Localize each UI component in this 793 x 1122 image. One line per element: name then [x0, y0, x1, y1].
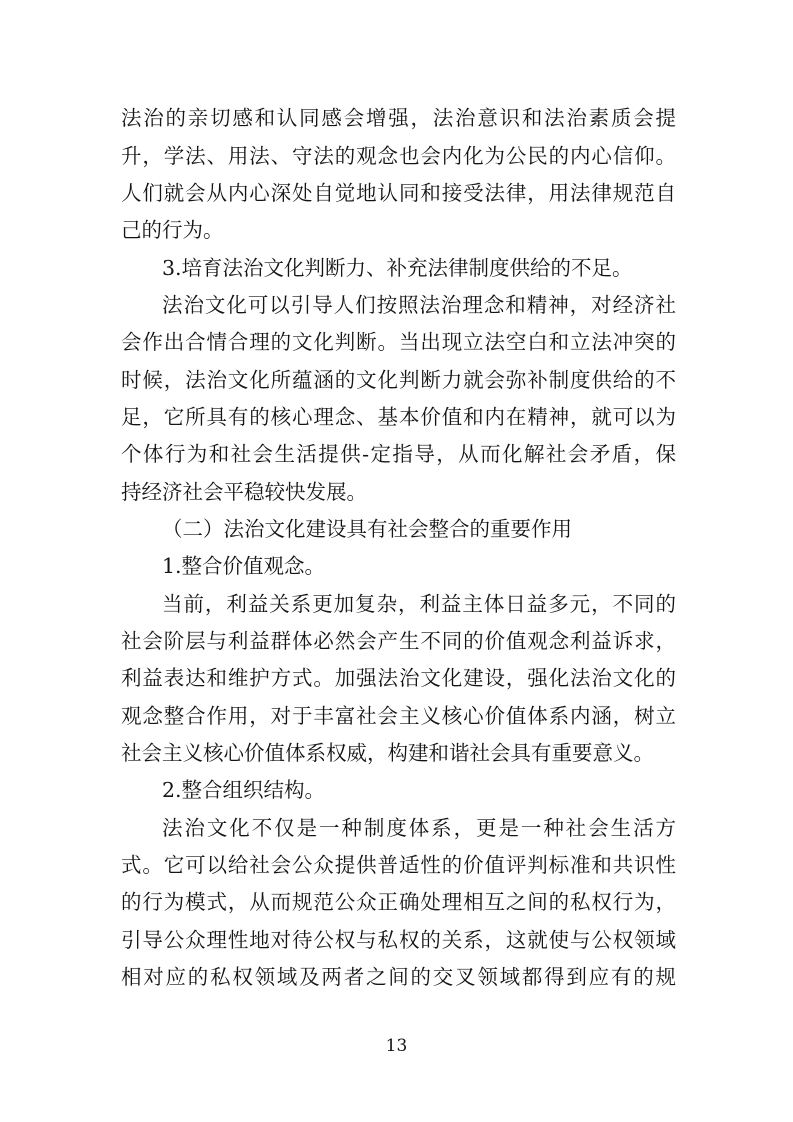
section-subheading: 2.整合组织结构。	[162, 778, 326, 802]
body-text-line: 会作出合情合理的文化判断。当出现立法空白和立法冲突的	[121, 330, 676, 354]
body-text-line: 持经济社会平稳较快发展。	[121, 480, 367, 504]
paragraph-first-line: 法治文化可以引导人们按照法治理念和精神，对经济社	[162, 293, 676, 317]
body-text-line: 引导公众理性地对待公权与私权的关系，这就使与公权领域	[121, 928, 676, 952]
body-text-line: 相对应的私权领域及两者之间的交叉领域都得到应有的规	[121, 965, 676, 989]
body-text-line: 法治的亲切感和认同感会增强，法治意识和法治素质会提	[121, 106, 676, 130]
body-text-line: 时候，法治文化所蕴涵的文化判断力就会弥补制度供给的不	[121, 368, 676, 392]
body-text-line: 升，学法、用法、守法的观念也会内化为公民的内心信仰。	[121, 144, 676, 168]
body-text-line: 利益表达和维护方式。加强法治文化建设，强化法治文化的	[121, 666, 676, 690]
body-text-line: 观念整合作用，对于丰富社会主义核心价值体系内涵，树立	[121, 704, 676, 728]
section-subheading: 3.培育法治文化判断力、补充法律制度供给的不足。	[162, 256, 633, 280]
paragraph-first-line: 当前，利益关系更加复杂，利益主体日益多元，不同的	[162, 592, 676, 616]
body-text-line: 社会主义核心价值体系权威，构建和谐社会具有重要意义。	[121, 741, 654, 765]
body-text-line: 式。它可以给社会公众提供普适性的价值评判标准和共识性	[121, 853, 676, 877]
body-text-line: 的行为模式，从而规范公众正确处理相互之间的私权行为，	[121, 890, 676, 914]
page-number: 13	[385, 1036, 408, 1056]
body-text-line: 己的行为。	[121, 218, 224, 242]
paragraph-first-line: 法治文化不仅是一种制度体系，更是一种社会生活方	[162, 816, 676, 840]
body-text-line: 社会阶层与利益群体必然会产生不同的价值观念利益诉求，	[121, 629, 676, 653]
section-heading: （二）法治文化建设具有社会整合的重要作用	[162, 517, 572, 541]
section-subheading: 1.整合价值观念。	[162, 554, 326, 578]
body-text-line: 足，它所具有的核心理念、基本价值和内在精神，就可以为	[121, 405, 676, 429]
body-text-line: 个体行为和社会生活提供-定指导，从而化解社会矛盾，保	[121, 442, 676, 466]
body-text-line: 人们就会从内心深处自觉地认同和接受法律，用法律规范自	[121, 181, 676, 205]
